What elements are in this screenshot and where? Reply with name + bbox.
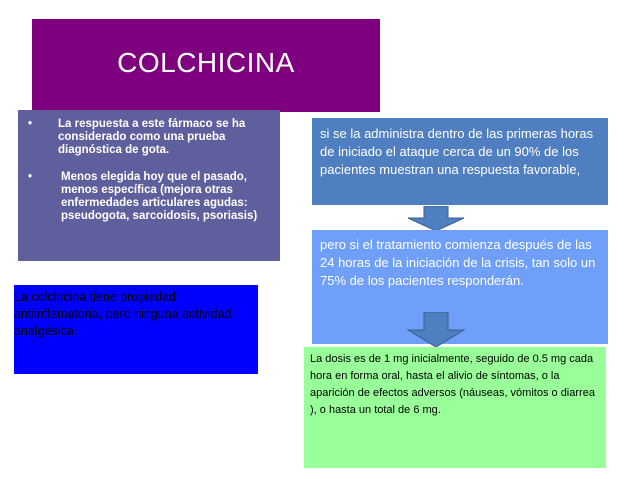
bullet-marker: • [28,118,33,130]
late-treatment-text: pero si el tratamiento comienza después de las 24 horas de la iniciación de la crisis, tan solo un 75% de los pacientes responderán. [320,237,596,288]
properties-text: La colchicina tiene propiedad antiinflamatoria, pero ninguna actividad analgésica. [14,290,232,338]
down-arrow-icon [406,312,466,348]
early-treatment-text: si se la administra dentro de las primeras horas de iniciado el ataque cerca de un 90% de los pacientes muestran una respuesta favorable, [320,126,594,177]
dosage-text: La dosis es de 1 mg inicialmente, seguido de 0.5 mg cada hora en forma oral, hasta el alivio de síntomas, o la aparición de efectos adversos (náuseas, vómitos o diarrea ), o hasta un total de 6 mg. [310,353,595,416]
bullet-item [28,171,274,223]
bullet-marker: • [28,171,33,183]
dosage-box [304,347,606,468]
early-treatment-box [312,118,608,205]
down-arrow-icon [406,206,466,232]
bullet-text: Menos elegida hoy que el pasado, menos específica (mejora otras enfermedades articulares agudas: pseudogota, sarcoidosis, psoriasis) [61,171,258,222]
bullet-text: La respuesta a este fármaco se ha considerado como una prueba diagnóstica de gota. [58,118,246,156]
title-box [32,19,380,112]
slide-title: COLCHICINA [117,47,295,78]
bullets-box [18,110,280,261]
properties-box [14,285,258,374]
bullet-item [28,118,274,157]
